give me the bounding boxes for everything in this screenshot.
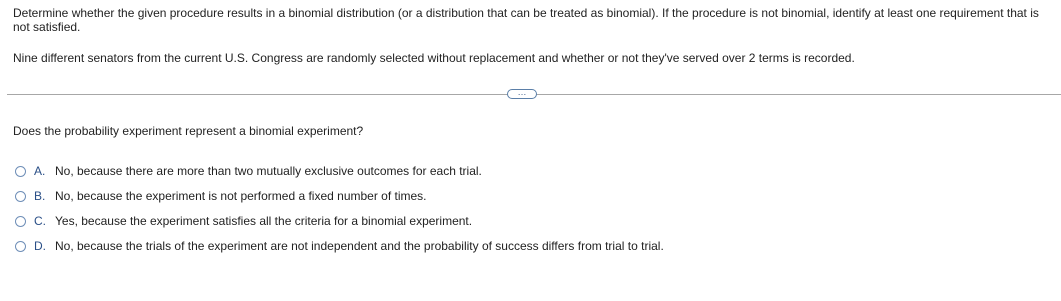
answer-option-c[interactable] (15, 214, 664, 228)
answer-options (15, 164, 664, 264)
radio-button-icon[interactable] (15, 216, 26, 227)
show-more-button[interactable] (507, 89, 537, 99)
option-label: Yes, because the experiment satisfies all the criteria for a binomial experiment. (55, 214, 473, 228)
problem-scenario: Nine different senators from the current U.S. Congress are randomly selected without replacement and whether or not they've served over 2 terms is recorded. (13, 51, 855, 65)
option-letter: B. (34, 189, 46, 203)
option-label: No, because the trials of the experiment are not independent and the probability of success differs from trial to trial. (55, 239, 664, 253)
answer-option-b[interactable] (15, 189, 664, 203)
option-letter: A. (34, 164, 46, 178)
problem-instructions: Determine whether the given procedure results in a binomial distribution (or a distribution that can be treated as binomial). If the procedure is not binomial, identify at least one requirement that is not satisfied. (13, 6, 1039, 34)
option-label: No, because the experiment is not performed a fixed number of times. (55, 189, 427, 203)
answer-option-a[interactable] (15, 164, 664, 178)
radio-button-icon[interactable] (15, 241, 26, 252)
option-letter: C. (34, 214, 46, 228)
radio-button-icon[interactable] (15, 166, 26, 177)
answer-option-d[interactable] (15, 239, 664, 253)
radio-button-icon[interactable] (15, 191, 26, 202)
option-label: No, because there are more than two mutually exclusive outcomes for each trial. (55, 164, 482, 178)
question-text: Does the probability experiment represent a binomial experiment? (13, 124, 364, 138)
ellipsis-icon: … (517, 87, 527, 97)
option-letter: D. (34, 239, 46, 253)
